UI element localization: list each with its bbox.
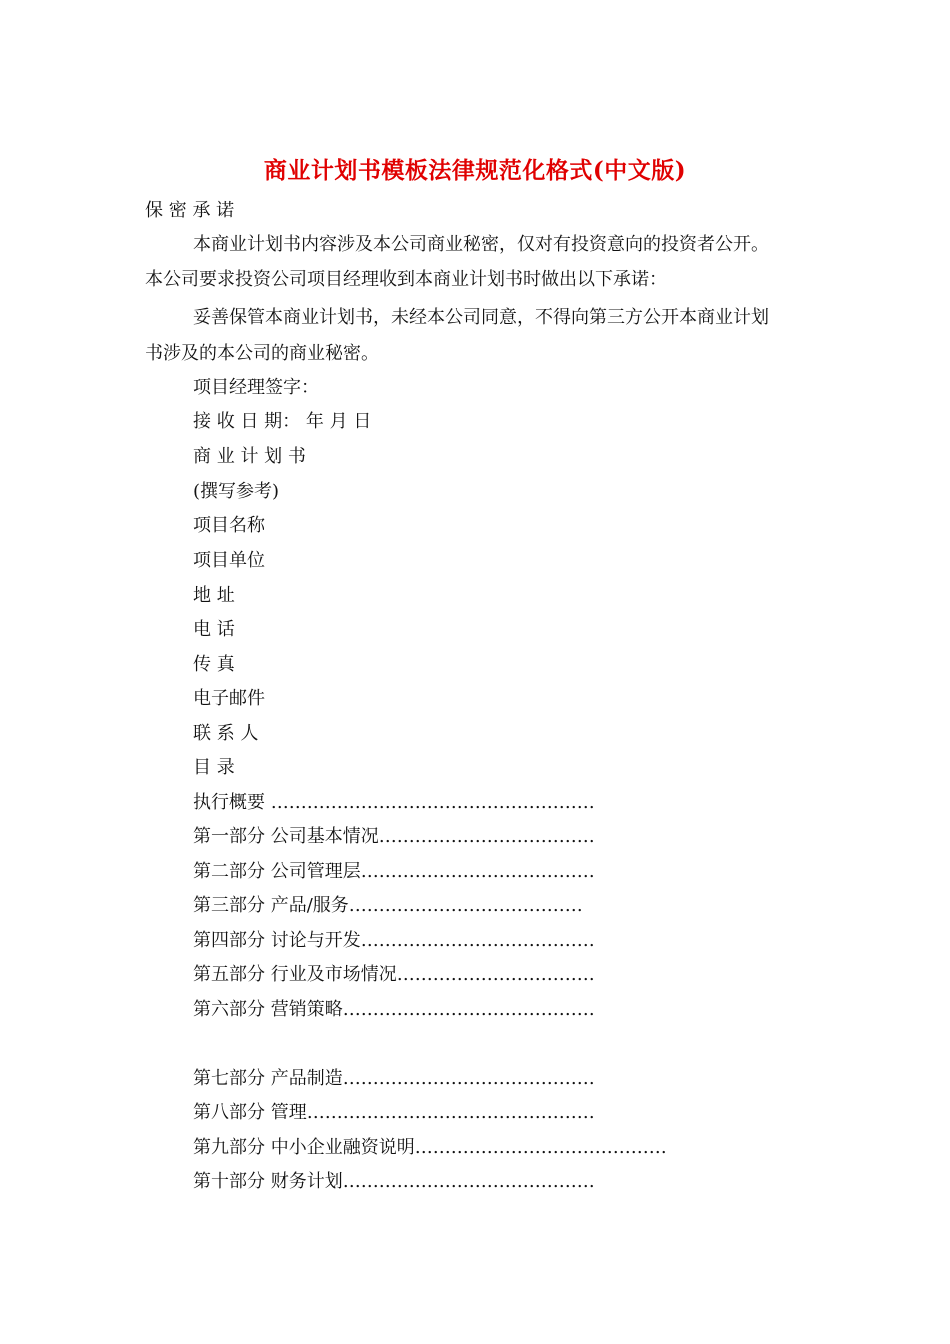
confidentiality-paragraph-1-line-1: 本商业计划书内容涉及本公司商业秘密，仅对有投资意向的投资者公开。	[193, 234, 769, 255]
confidentiality-paragraph-2-line-1: 妥善保管本商业计划书，未经本公司同意，不得向第三方公开本商业计划	[193, 307, 769, 328]
toc-item-part-3: 第三部分 产品/服务…………………………………	[193, 895, 583, 916]
signature-line: 项目经理签字：	[193, 377, 319, 398]
field-project-unit: 项目单位	[193, 550, 265, 571]
toc-item-part-7: 第七部分 产品制造……………………………………	[193, 1068, 595, 1089]
toc-item-part-2: 第二部分 公司管理层…………………………………	[193, 861, 595, 882]
receipt-date-line: 接 收 日 期： 年 月 日	[193, 411, 372, 432]
field-email: 电子邮件	[193, 688, 265, 709]
toc-item-part-9: 第九部分 中小企业融资说明……………………………………	[193, 1137, 667, 1158]
toc-item-part-8: 第八部分 管理…………………………………………	[193, 1102, 595, 1123]
toc-item-part-1: 第一部分 公司基本情况………………………………	[193, 826, 595, 847]
confidentiality-heading: 保 密 承 诺	[145, 200, 235, 221]
toc-item-executive-summary: 执行概要 ………………………………………………	[193, 792, 595, 813]
toc-item-part-4: 第四部分 讨论与开发…………………………………	[193, 930, 595, 951]
toc-heading: 目 录	[193, 757, 235, 778]
field-project-name: 项目名称	[193, 515, 265, 536]
field-address: 地 址	[193, 585, 235, 606]
toc-item-part-10: 第十部分 财务计划……………………………………	[193, 1171, 595, 1192]
cover-heading: 商 业 计 划 书	[193, 446, 306, 467]
confidentiality-paragraph-2-line-2: 书涉及的本公司的商业秘密。	[145, 343, 379, 364]
toc-item-part-5: 第五部分 行业及市场情况……………………………	[193, 964, 595, 985]
cover-note: (撰写参考)	[193, 481, 280, 502]
toc-item-part-6: 第六部分 营销策略……………………………………	[193, 999, 595, 1020]
field-fax: 传 真	[193, 654, 235, 675]
field-phone: 电 话	[193, 619, 235, 640]
confidentiality-paragraph-1-line-2: 本公司要求投资公司项目经理收到本商业计划书时做出以下承诺：	[145, 269, 667, 290]
document-title: 商业计划书模板法律规范化格式(中文版)	[263, 157, 687, 184]
field-contact: 联 系 人	[193, 723, 259, 744]
